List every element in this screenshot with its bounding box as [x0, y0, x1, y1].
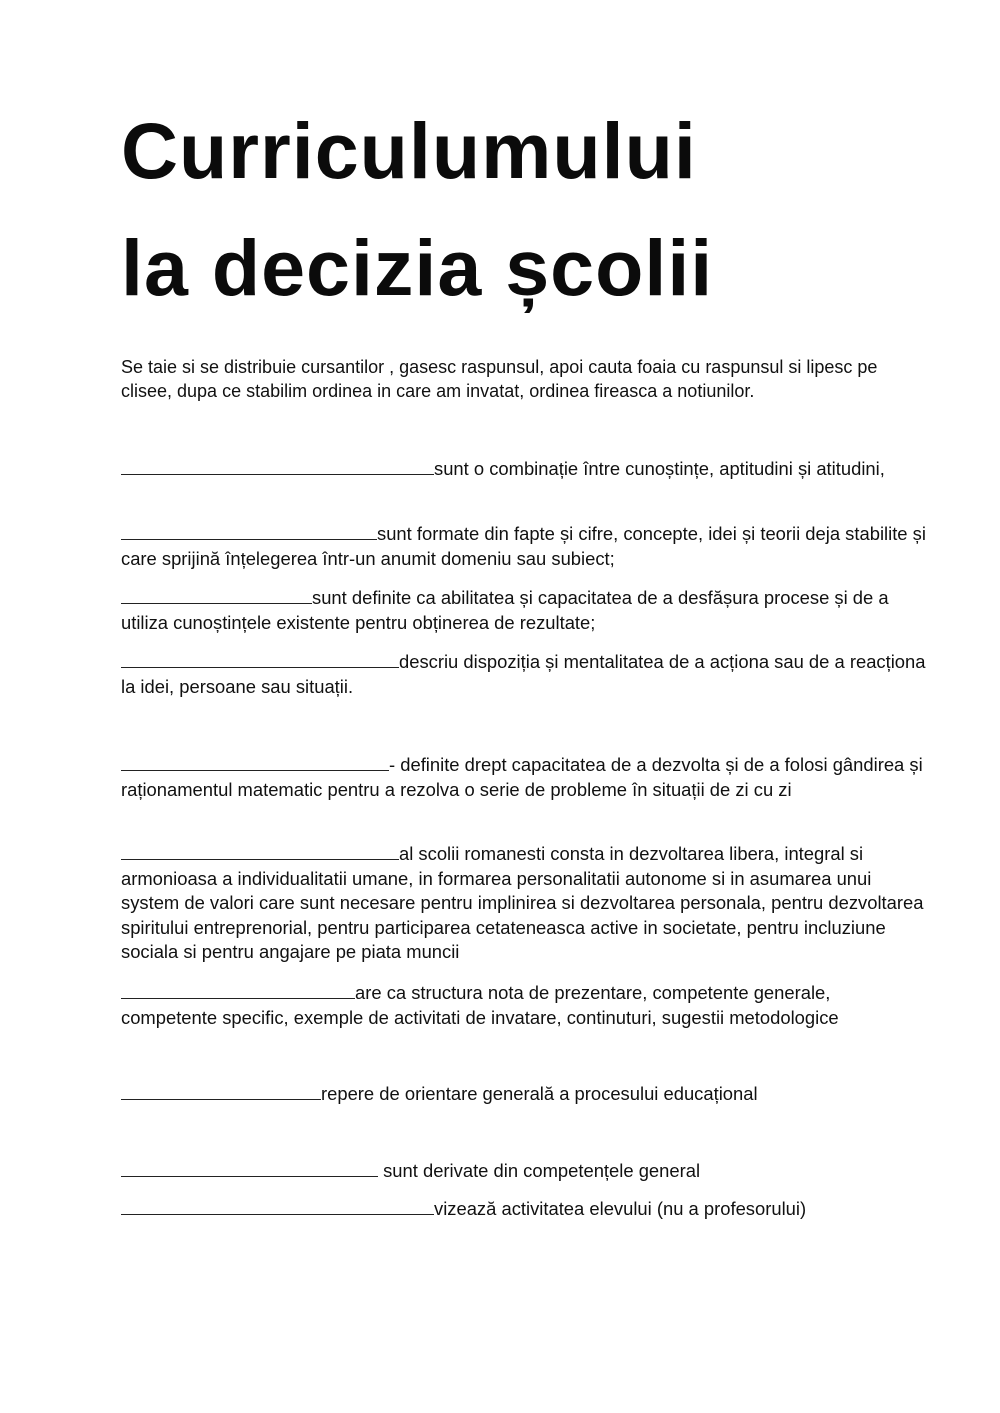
answer-blank[interactable]: [121, 649, 399, 668]
fill-item-10: [121, 1196, 931, 1222]
item-text: sunt derivate din competențele general: [378, 1160, 701, 1181]
answer-blank[interactable]: [121, 1158, 378, 1177]
answer-blank[interactable]: [121, 1081, 321, 1100]
title-line-1: Curriculumului: [121, 106, 697, 195]
item-text: al scolii romanesti consta in dezvoltarea libera, integral si armonioasa a individualitatii umane, in formarea personalitatii autonome si in asumarea unui system de valori care sunt necesare pentru implinirea si dezvoltarea personala, pentru dezvoltarea spiritului entreprenorial, pentru participarea cetateneasca active in societate, pentru incluziune sociala si pentru angajare pe piata muncii: [121, 843, 924, 962]
item-text: vizează activitatea elevului (nu a profesorului): [434, 1198, 807, 1219]
fill-item-4: [121, 649, 931, 699]
fill-item-7: [121, 980, 931, 1030]
item-text: repere de orientare generală a procesului educațional: [321, 1083, 758, 1104]
page-title: [121, 92, 713, 326]
answer-blank[interactable]: [121, 585, 312, 604]
answer-blank[interactable]: [121, 521, 377, 540]
fill-item-6: [121, 841, 931, 965]
fill-item-2: [121, 521, 931, 571]
instructions-paragraph: Se taie si se distribuie cursantilor , gasesc raspunsul, apoi cauta foaia cu raspunsul si lipesc pe clisee, dupa ce stabilim ordinea in care am invatat, ordinea fireasca a notiunilor.: [121, 357, 878, 401]
fill-item-8: [121, 1081, 931, 1107]
fill-item-1: [121, 456, 931, 482]
answer-blank[interactable]: [121, 980, 355, 999]
fill-item-5: [121, 752, 931, 802]
answer-blank[interactable]: [121, 841, 399, 860]
item-text: sunt o combinație între cunoștințe, aptitudini și atitudini,: [434, 458, 885, 479]
item-text: are ca structura nota de prezentare, competente generale, competente specific, exemple de activitati de invatare, continuturi, sugestii metodologice: [121, 982, 839, 1028]
fill-item-3: [121, 585, 931, 635]
item-text: sunt definite ca abilitatea și capacitatea de a desfășura procese și de a utiliza cunoștințele existente pentru obținerea de rezultate;: [121, 587, 889, 633]
item-text: descriu dispoziția și mentalitatea de a acționa sau de a reacționa la idei, persoane sau situații.: [121, 651, 926, 697]
item-text: sunt formate din fapte și cifre, concepte, idei și teorii deja stabilite și care sprijină înțelegerea într-un anumit domeniu sau subiect;: [121, 523, 926, 569]
answer-blank[interactable]: [121, 456, 434, 475]
title-line-2: la decizia școlii: [121, 223, 714, 312]
fill-item-9: [121, 1158, 931, 1184]
answer-blank[interactable]: [121, 1196, 434, 1215]
item-text: - definite drept capacitatea de a dezvolta și de a folosi gândirea și raționamentul matematic pentru a rezolva o serie de probleme în situații de zi cu zi: [121, 754, 923, 800]
answer-blank[interactable]: [121, 752, 389, 771]
